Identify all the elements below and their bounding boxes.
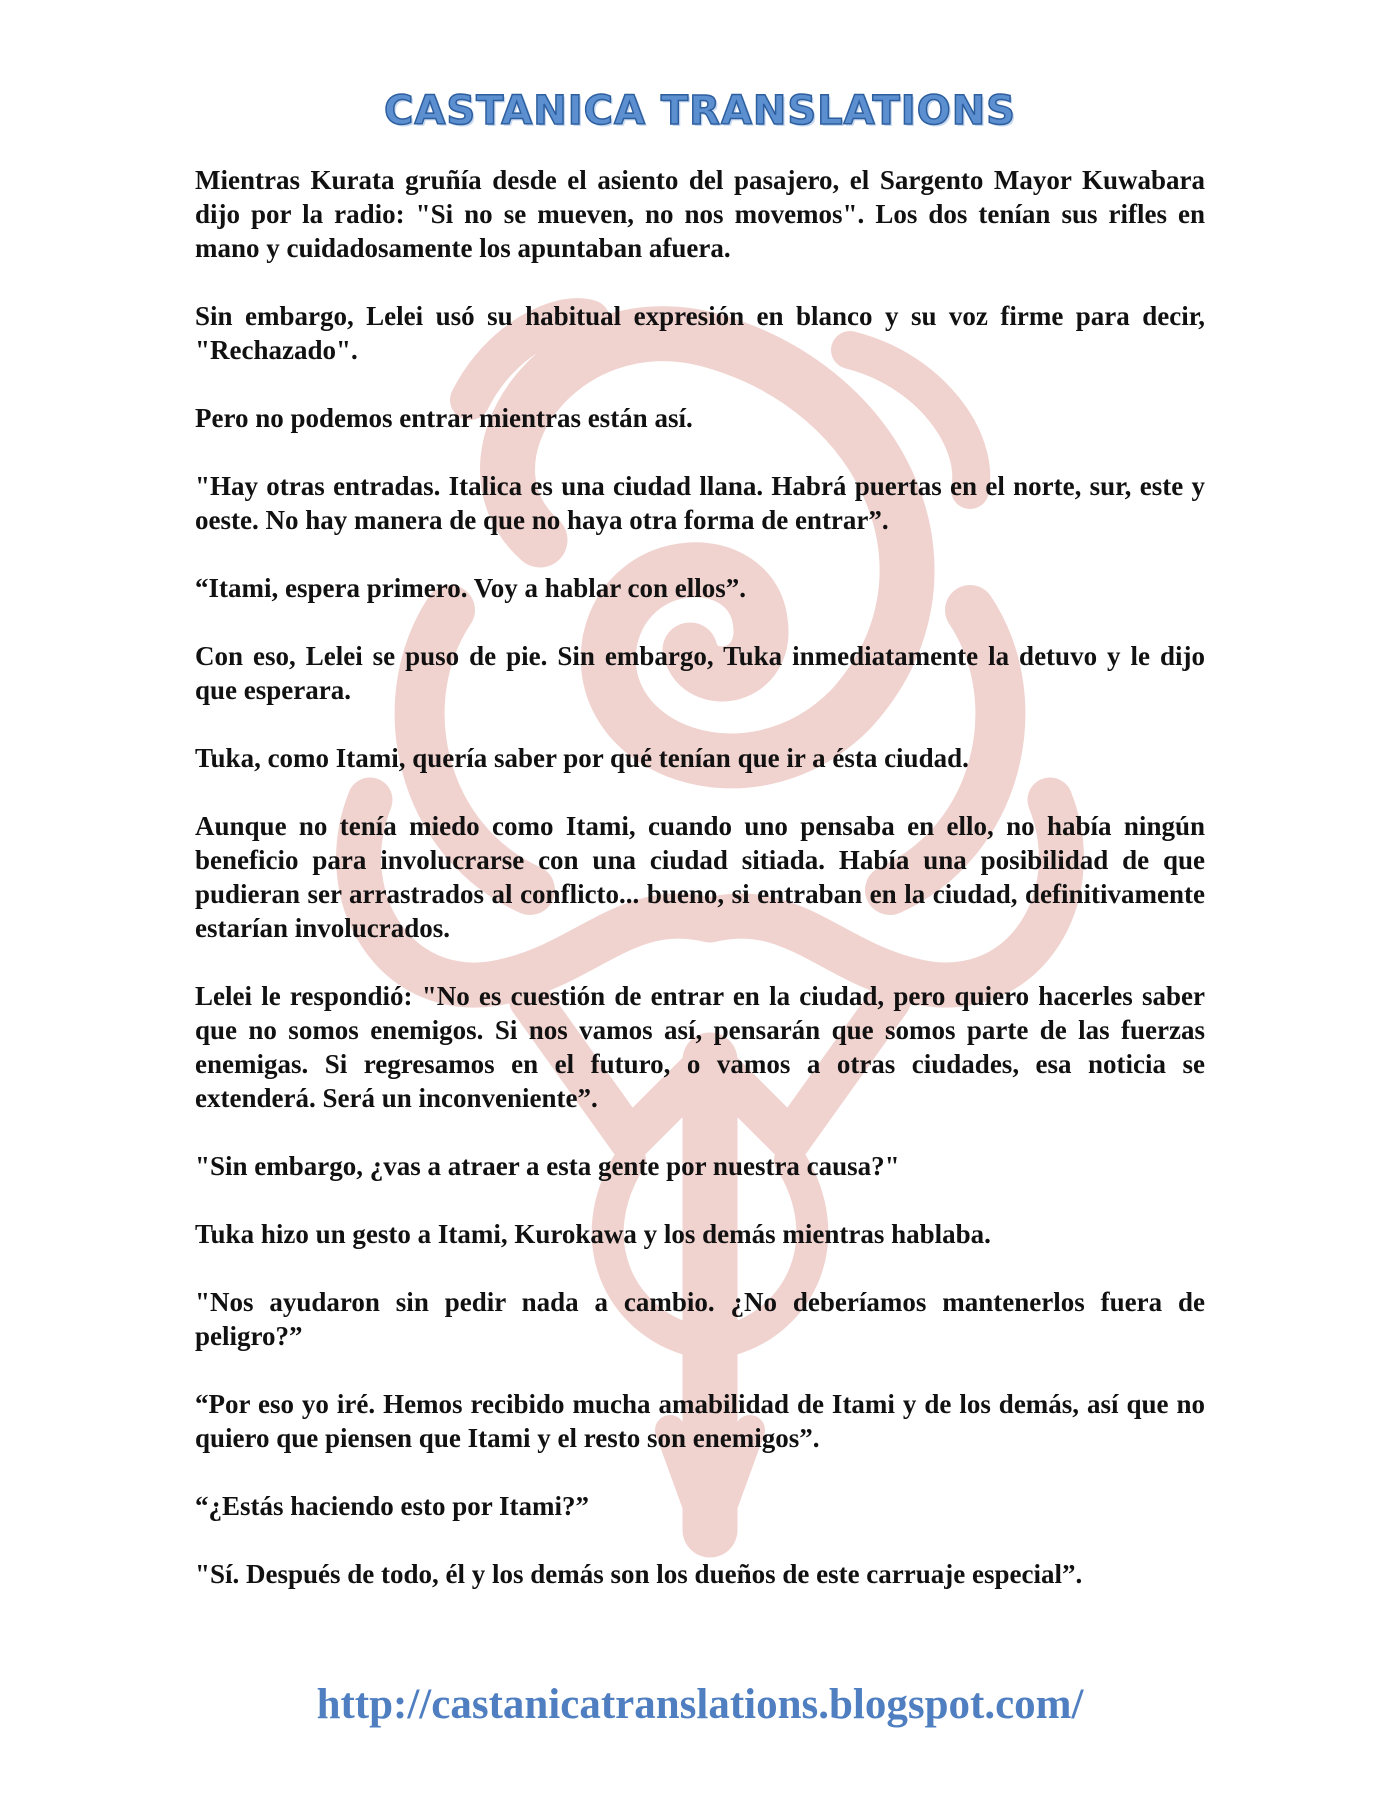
paragraph: Mientras Kurata gruñía desde el asiento del pasajero, el Sargento Mayor Kuwabara dijo por la radio: "Si no se mueven, no nos movemos". Los dos tenían sus rifles en mano y cuidadosamente los apuntaban afuera. <box>195 165 1205 263</box>
paragraph: Pero no podemos entrar mientras están así. <box>195 403 693 433</box>
page-header-title: CASTANICA TRANSLATIONS <box>384 88 1016 134</box>
blog-url-link[interactable]: http://castanicatranslations.blogspot.com/ <box>316 1681 1084 1728</box>
paragraph: "Sin embargo, ¿vas a atraer a esta gente por nuestra causa?" <box>195 1151 900 1181</box>
paragraph: "Sí. Después de todo, él y los demás son los dueños de este carruaje especial”. <box>195 1559 1083 1589</box>
paragraph: "Nos ayudaron sin pedir nada a cambio. ¿No deberíamos mantenerlos fuera de peligro?” <box>195 1287 1205 1351</box>
paragraph: Sin embargo, Lelei usó su habitual expresión en blanco y su voz firme para decir, "Rechazado". <box>195 301 1205 365</box>
paragraph: “Por eso yo iré. Hemos recibido mucha amabilidad de Itami y de los demás, así que no quiero que piensen que Itami y el resto son enemigos”. <box>195 1389 1205 1453</box>
paragraph: Con eso, Lelei se puso de pie. Sin embargo, Tuka inmediatamente la detuvo y le dijo que esperara. <box>195 641 1205 705</box>
paragraph: "Hay otras entradas. Italica es una ciudad llana. Habrá puertas en el norte, sur, este y oeste. No hay manera de que no haya otra forma de entrar”. <box>195 471 1205 535</box>
paragraph: Lelei le respondió: "No es cuestión de entrar en la ciudad, pero quiero hacerles saber que no somos enemigos. Si nos vamos así, pensarán que somos parte de las fuerzas enemigas. Si regresamos en el futuro, o vamos a otras ciudades, esa noticia se extenderá. Será un inconveniente”. <box>195 981 1205 1113</box>
paragraph: “¿Estás haciendo esto por Itami?” <box>195 1491 590 1521</box>
paragraph: Tuka hizo un gesto a Itami, Kurokawa y los demás mientras hablaba. <box>195 1219 991 1249</box>
translation-body <box>195 163 1205 1591</box>
paragraph: “Itami, espera primero. Voy a hablar con ellos”. <box>195 573 746 603</box>
paragraph: Aunque no tenía miedo como Itami, cuando uno pensaba en ello, no había ningún beneficio para involucrarse con una ciudad sitiada. Había una posibilidad de que pudieran ser arrastrados al conflicto... bueno, si entraban en la ciudad, definitivamente estarían involucrados. <box>195 811 1205 943</box>
paragraph: Tuka, como Itami, quería saber por qué tenían que ir a ésta ciudad. <box>195 743 969 773</box>
